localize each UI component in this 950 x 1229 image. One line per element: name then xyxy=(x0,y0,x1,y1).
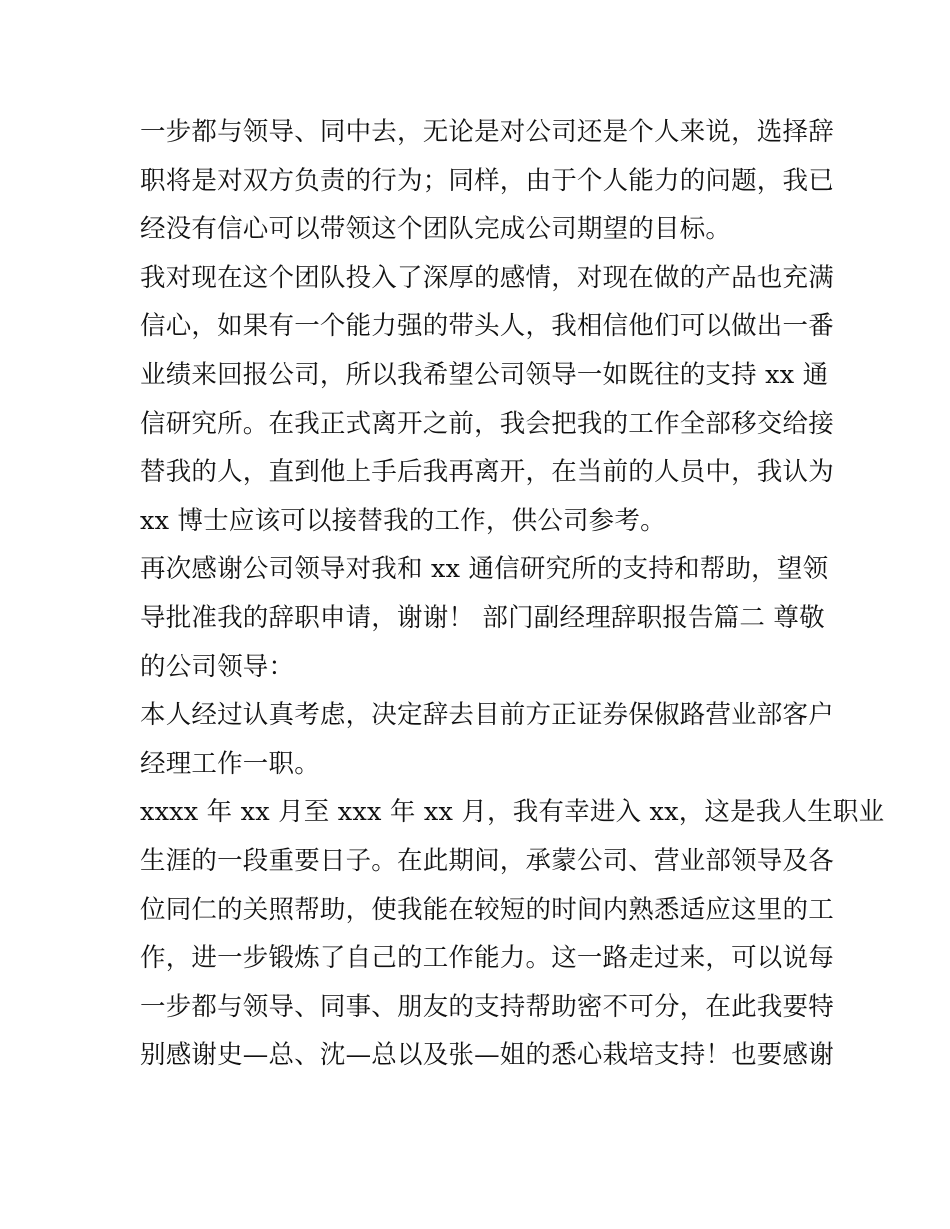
text-line: 替我的人，直到他上手后我再离开，在当前的人员中，我认为 xyxy=(140,457,834,488)
text-line: 经没有信心可以带领这个团队完成公司期望的目标。 xyxy=(140,214,732,245)
text-line: xx 博士应该可以接替我的工作，供公司参考。 xyxy=(140,505,666,536)
text-line: 生涯的一段重要日子。在此期间，承蒙公司、营业部领导及各 xyxy=(140,845,834,876)
text-line: 导批准我的辞职申请，谢谢！ 部门副经理辞职报告篇二 尊敬 xyxy=(140,602,825,633)
text-line: 的公司领导： xyxy=(140,651,295,682)
document-body xyxy=(140,108,885,1080)
text-line: 我对现在这个团队投入了深厚的感情，对现在做的产品也充满 xyxy=(140,262,834,293)
text-line: 经理工作一职。 xyxy=(140,748,320,779)
text-line: 本人经过认真考虑，决定辞去目前方正证券保俶路营业部客户 xyxy=(140,700,834,731)
text-line: xxxx 年 xx 月至 xxx 年 xx 月，我有幸进入 xx，这是我人生职业 xyxy=(140,797,885,828)
text-line: 一步都与领导、同事、朋友的支持帮助密不可分，在此我要特 xyxy=(140,991,834,1022)
text-line: 再次感谢公司领导对我和 xx 通信研究所的支持和帮助，望领 xyxy=(140,554,829,585)
text-line: 一步都与领导、同中去，无论是对公司还是个人来说，选择辞 xyxy=(140,117,834,147)
text-line: 信心，如果有一个能力强的带头人，我相信他们可以做出一番 xyxy=(140,311,834,342)
text-line: 位同仁的关照帮助，使我能在较短的时间内熟悉适应这里的工 xyxy=(140,894,834,925)
text-line: 职将是对双方负责的行为；同样，由于个人能力的问题，我已 xyxy=(140,165,834,196)
text-line: 作，进一步锻炼了自己的工作能力。这一路走过来，可以说每 xyxy=(140,943,834,974)
text-line: 业绩来回报公司，所以我希望公司领导一如既往的支持 xx 通 xyxy=(140,359,829,390)
text-line: 信研究所。在我正式离开之前，我会把我的工作全部移交给接 xyxy=(140,408,834,439)
text-line: 别感谢史—总、沈—总以及张—姐的悉心栽培支持！也要感谢 xyxy=(140,1040,834,1071)
